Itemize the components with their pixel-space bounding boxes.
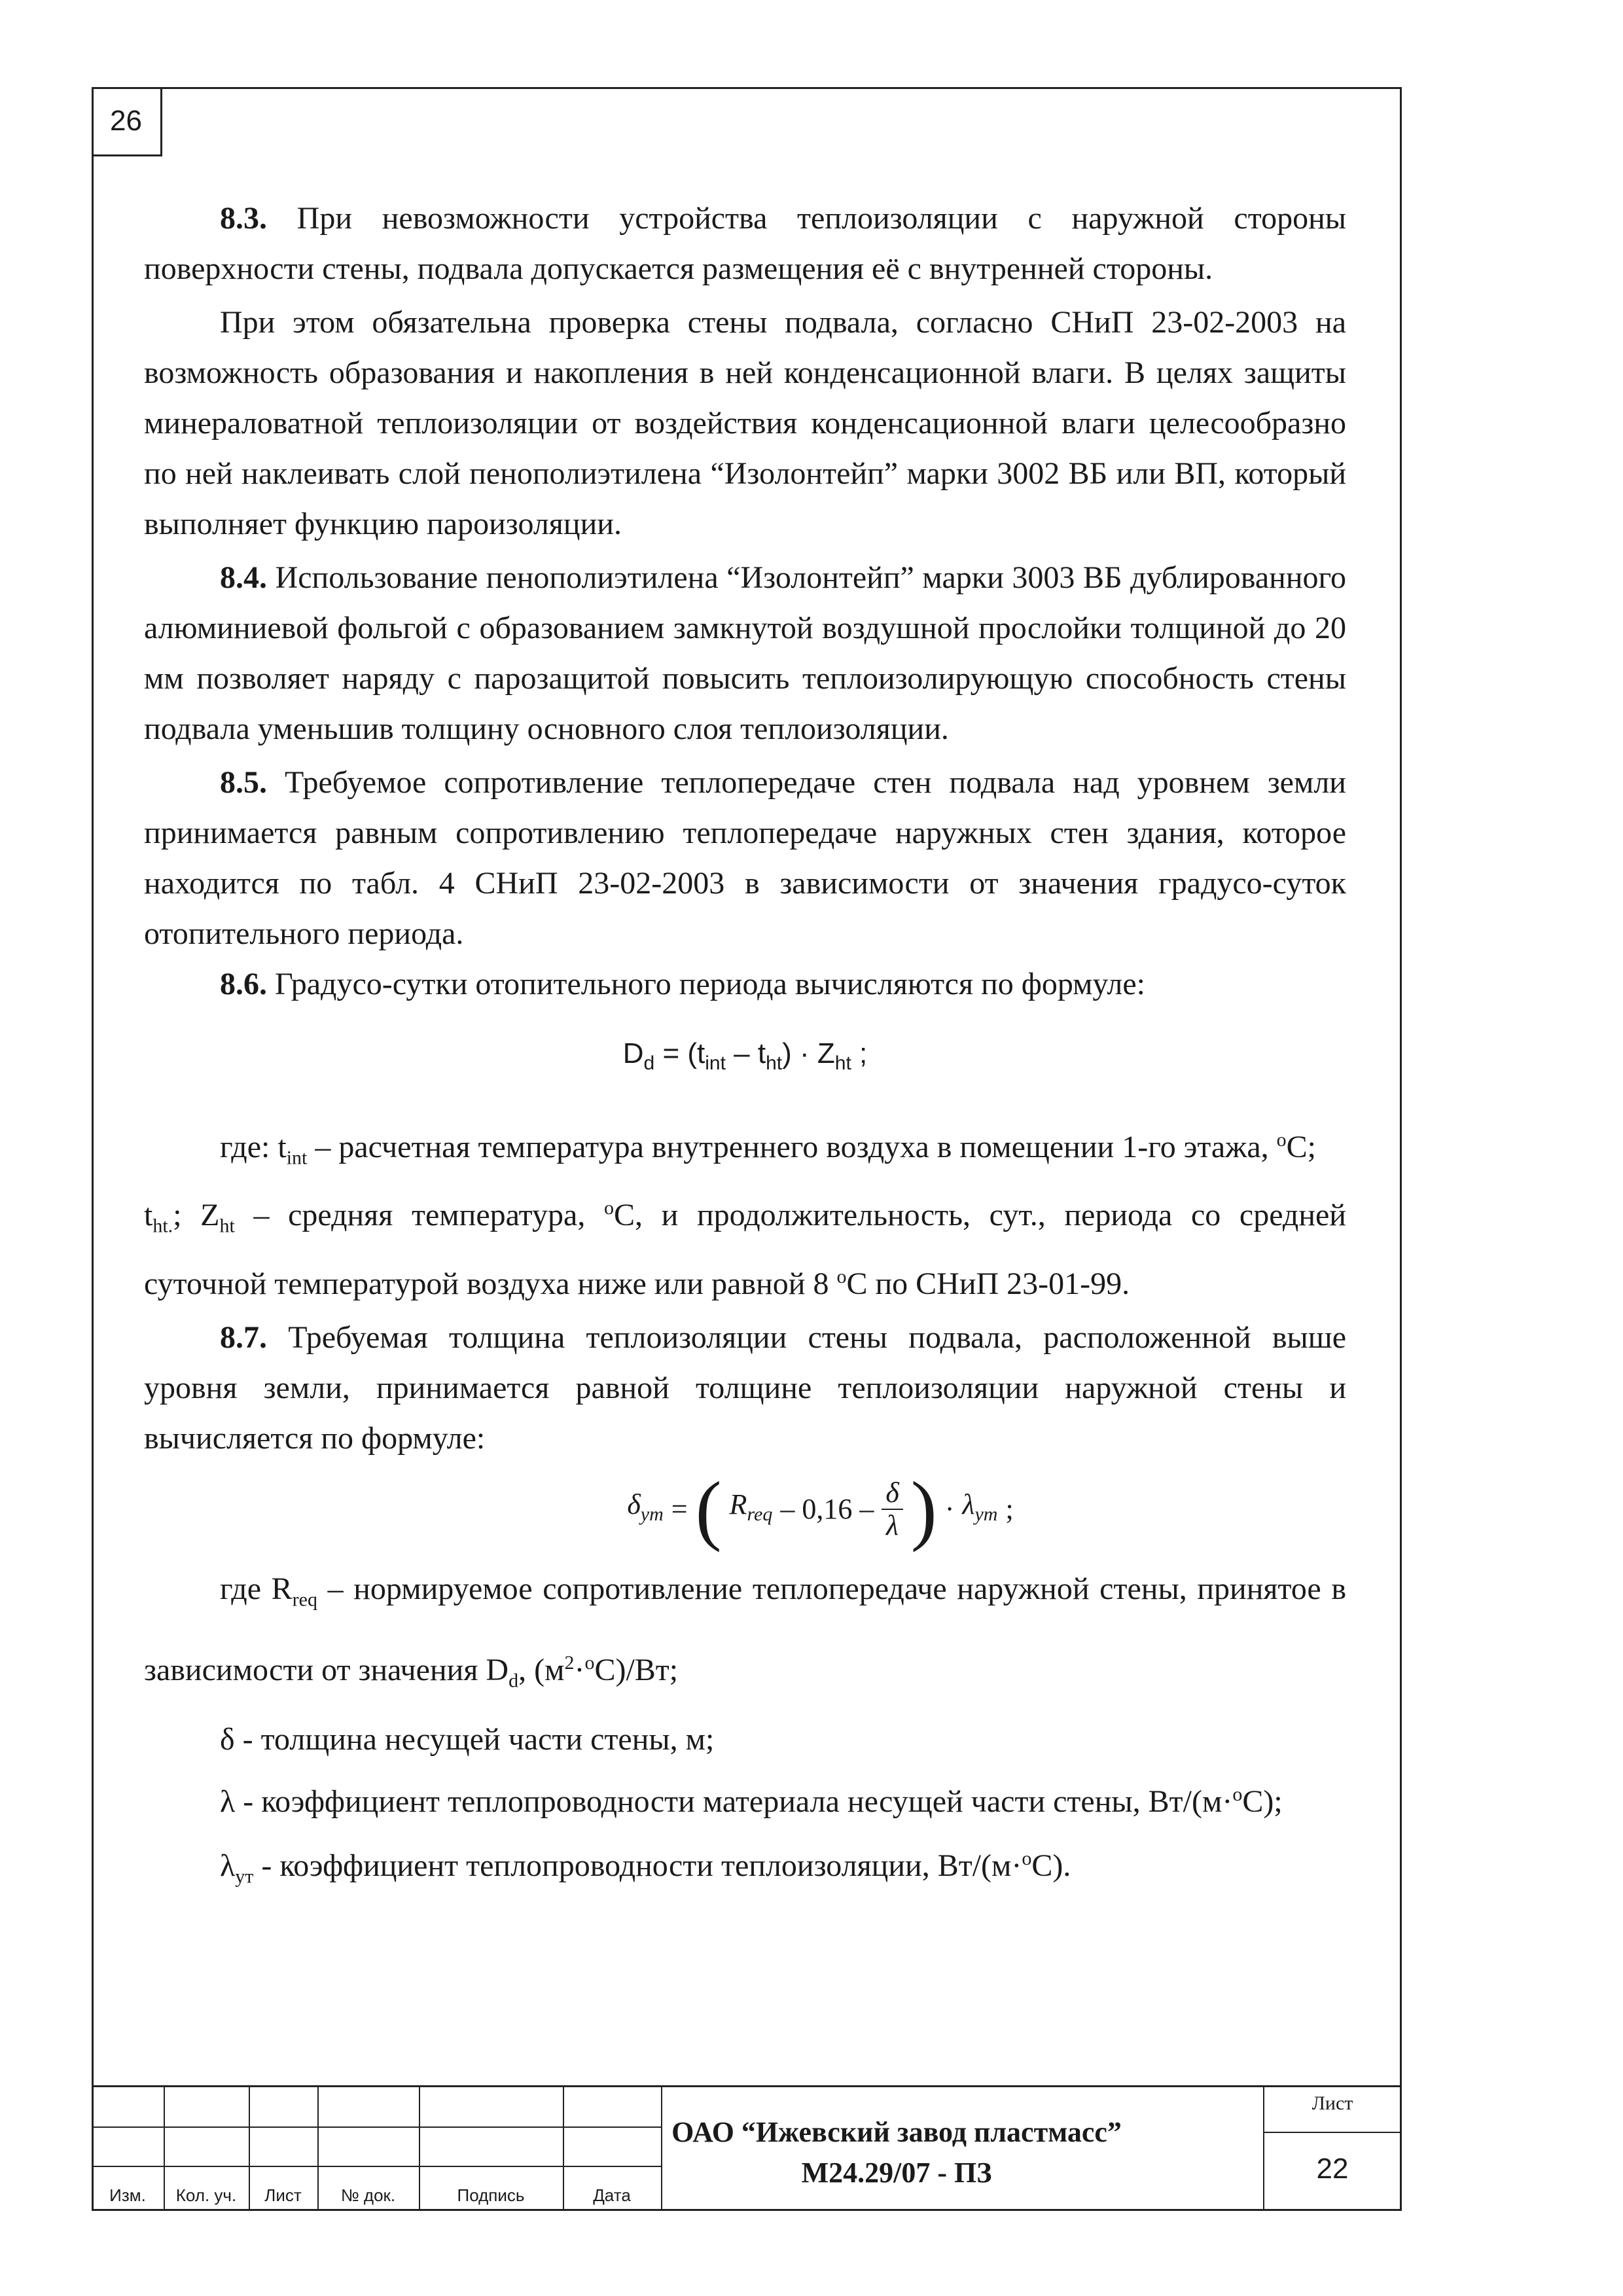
sheet-number: 22 bbox=[1316, 2153, 1349, 2185]
document-title bbox=[661, 2112, 1132, 2193]
paragraph-text: Требуемая толщина теплоизоляции стены подвала, расположенной выше уровня земли, принимается равной толщине теплоизоляции наружной стены и вычисляется по формуле: bbox=[144, 1319, 1346, 1456]
definition-lambda-ut: $\lambda_{ут}$ - коэффициент теплопроводности теплоизоляции, Вт/(м·$^о$С). bbox=[220, 1848, 1071, 1888]
sheet-label: Лист bbox=[1311, 2092, 1353, 2114]
document-code: М24.29/07 - ПЗ bbox=[801, 2157, 992, 2189]
formula-insulation-thickness: $\delta_{ут}$ = ( $R_{req}$ – 0,16 – $\frac{\delta}{\lambda}$ ) · $\lambda_{ут}$ ; bbox=[627, 1465, 1014, 1552]
paragraph-8-3-continued: При этом обязательна проверка стены подвала, согласно СНиП 23-02-2003 на возможность образования и накопления в ней конденсационной влаги. В целях защиты минераловатной теплоизоляции от воздействия конденсационной влаги целесообразно по ней наклеивать слой пенополиэтилена “Изолонтейп” марки 3002 ВБ или ВП, который выполняет функцию пароизоляции. bbox=[144, 305, 1346, 541]
where-t-ht: $t_{ht.}$; $Z_{ht}$ – средняя температура, $^o$С, и продолжительность, сут., периода со средней суточной температурой воздуха ниже или равной 8 $^o$С по СНиП 23-01-99. bbox=[144, 1197, 1346, 1301]
where-r-req: где $R_{req}$ – нормируемое сопротивление теплопередаче наружной стены, принятое в зависимости от значения $D_d$, $(м^2\cdot^оС)/Вт$; bbox=[144, 1571, 1346, 1692]
formula-degree-days: $D_d = (t_{int} - t_{ht}) \cdot Z_{ht}$ ; bbox=[622, 1037, 868, 1074]
paragraph-text: Градусо-сутки отопительного периода вычисляются по формуле: bbox=[267, 967, 1145, 1001]
paragraph-8-7 bbox=[144, 1312, 1346, 1463]
stamp-label-izm: Изм. bbox=[109, 2185, 146, 2205]
stamp-label-kol-uch: Кол. уч. bbox=[175, 2185, 237, 2205]
page-number: 26 bbox=[92, 87, 162, 156]
section-number: 8.3. bbox=[220, 201, 267, 236]
paragraph-text: Требуемое сопротивление теплопередаче стен подвала над уровнем земли принимается равным сопротивлению теплопередаче наружных стен здания, которое находится по табл. 4 СНиП 23-02-2003 в зависимости от значения градусо-суток отопительного периода. bbox=[144, 765, 1346, 951]
stamp-label-date: Дата bbox=[593, 2185, 631, 2205]
paragraph-8-4 bbox=[144, 552, 1346, 754]
definition-delta: δ - толщина несущей части стены, м; bbox=[220, 1722, 715, 1757]
document-body bbox=[144, 193, 1346, 1907]
where-t-int: где: $t_{int}$ – расчетная температура внутреннего воздуха в помещении 1-го этажа, $^o$С; bbox=[220, 1128, 1317, 1169]
section-number: 8.6. bbox=[220, 967, 267, 1001]
title-block bbox=[92, 2085, 1402, 2211]
stamp-label-list: Лист bbox=[264, 2185, 302, 2205]
stamp-label-doc-no: № док. bbox=[340, 2185, 396, 2205]
section-number: 8.4. bbox=[220, 560, 267, 595]
organization-name: ОАО “Ижевский завод пластмасс” bbox=[671, 2116, 1122, 2148]
paragraph-8-6 bbox=[144, 959, 1346, 1009]
paragraph-8-3 bbox=[144, 193, 1346, 294]
paragraph-text: Использование пенополиэтилена “Изолонтейп” марки 3003 ВБ дублированного алюминиевой фольгой с образованием замкнутой воздушной прослойки толщиной до 20 мм позволяет наряду с парозащитой повысить теплоизолирующую способность стены подвала уменьшив толщину основного слоя теплоизоляции. bbox=[144, 560, 1346, 746]
definition-lambda: λ - коэффициент теплопроводности материала несущей части стены, Вт/(м·$^о$С); bbox=[220, 1784, 1283, 1820]
section-number: 8.7. bbox=[220, 1319, 267, 1355]
paragraph-8-5 bbox=[144, 757, 1346, 959]
section-number: 8.5. bbox=[220, 765, 267, 800]
stamp-label-signature: Подпись bbox=[457, 2185, 525, 2205]
paragraph-text: При невозможности устройства теплоизоляции с наружной стороны поверхности стены, подвала допускается размещения её с внутренней стороны. bbox=[144, 201, 1346, 286]
